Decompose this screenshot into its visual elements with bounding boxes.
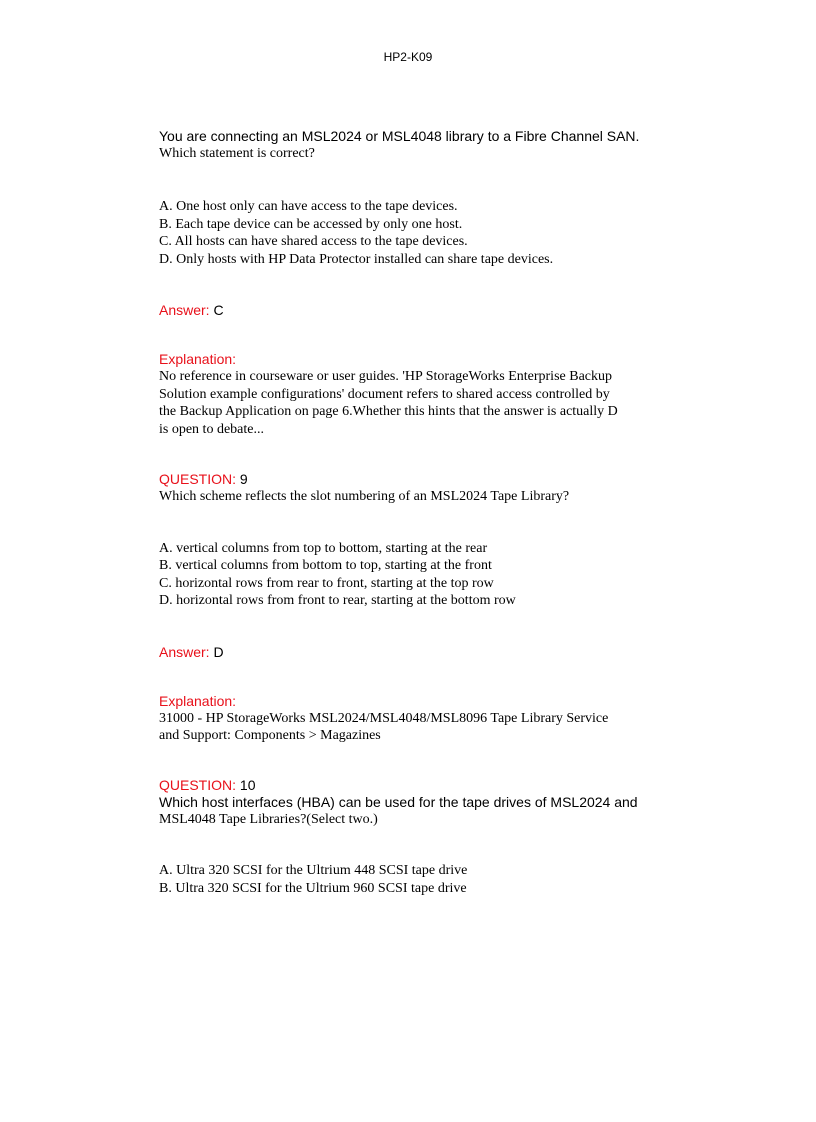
explanation-label: Explanation: — [159, 351, 237, 367]
option-b: B. vertical columns from bottom to top, starting at the front — [159, 558, 492, 573]
answer-options — [159, 540, 719, 610]
explanation — [159, 351, 719, 438]
answer-value: C — [213, 302, 224, 318]
explanation — [159, 693, 719, 745]
option-b: B. Ultra 320 SCSI for the Ultrium 960 SCSI tape drive — [159, 880, 467, 896]
option-d: D. horizontal rows from front to rear, starting at the bottom row — [159, 593, 516, 608]
option-a: A. vertical columns from top to bottom, starting at the rear — [159, 540, 488, 556]
answer-label: Answer: — [159, 643, 210, 660]
option-b: B. Each tape device can be accessed by only one host. — [159, 216, 463, 232]
option-c: C. horizontal rows from rear to front, starting at the top row — [159, 575, 494, 591]
question-line: Which statement is correct? — [159, 146, 315, 161]
question-text: Which scheme reflects the slot numbering of an MSL2024 Tape Library? — [159, 489, 570, 504]
explanation-line: and Support: Components > Magazines — [159, 728, 381, 743]
explanation-line: 31000 - HP StorageWorks MSL2024/MSL4048/MSL8096 Tape Library Service — [159, 710, 609, 726]
question-10 — [159, 777, 719, 898]
question-line: Which host interfaces (HBA) can be used for the tape drives of MSL2024 and — [159, 793, 638, 810]
page-header: HP2-K09 — [383, 50, 433, 64]
explanation-line: No reference in courseware or user guides. 'HP StorageWorks Enterprise Backup — [159, 369, 612, 384]
question-text — [159, 128, 719, 162]
answer-line — [159, 302, 719, 319]
option-a: A. Ultra 320 SCSI for the Ultrium 448 SCSI tape drive — [159, 863, 468, 878]
explanation-label: Explanation: — [159, 692, 237, 709]
question-line: MSL4048 Tape Libraries?(Select two.) — [159, 811, 378, 827]
question-heading — [159, 777, 719, 794]
answer-label: Answer: — [159, 302, 210, 318]
question-label: QUESTION: — [159, 776, 237, 793]
option-d: D. Only hosts with HP Data Protector installed can share tape devices. — [159, 251, 554, 267]
option-a: A. One host only can have access to the tape devices. — [159, 199, 458, 214]
answer-value: D — [213, 643, 224, 660]
question-number: 9 — [239, 471, 248, 487]
question-heading — [159, 471, 719, 488]
option-c: C. All hosts can have shared access to the tape devices. — [159, 234, 468, 249]
question-8 — [159, 128, 719, 438]
explanation-line: the Backup Application on page 6.Whether this hints that the answer is actually D — [159, 404, 618, 419]
question-9 — [159, 471, 719, 745]
answer-options — [159, 198, 719, 268]
answer-options — [159, 862, 719, 897]
answer-line — [159, 644, 719, 661]
explanation-line: is open to debate... — [159, 421, 264, 437]
document-body — [159, 128, 719, 897]
question-label: QUESTION: — [159, 471, 237, 487]
question-line: You are connecting an MSL2024 or MSL4048 library to a Fibre Channel SAN. — [159, 128, 640, 144]
question-number: 10 — [239, 776, 256, 793]
explanation-line: Solution example configurations' document refers to shared access controlled by — [159, 386, 610, 402]
